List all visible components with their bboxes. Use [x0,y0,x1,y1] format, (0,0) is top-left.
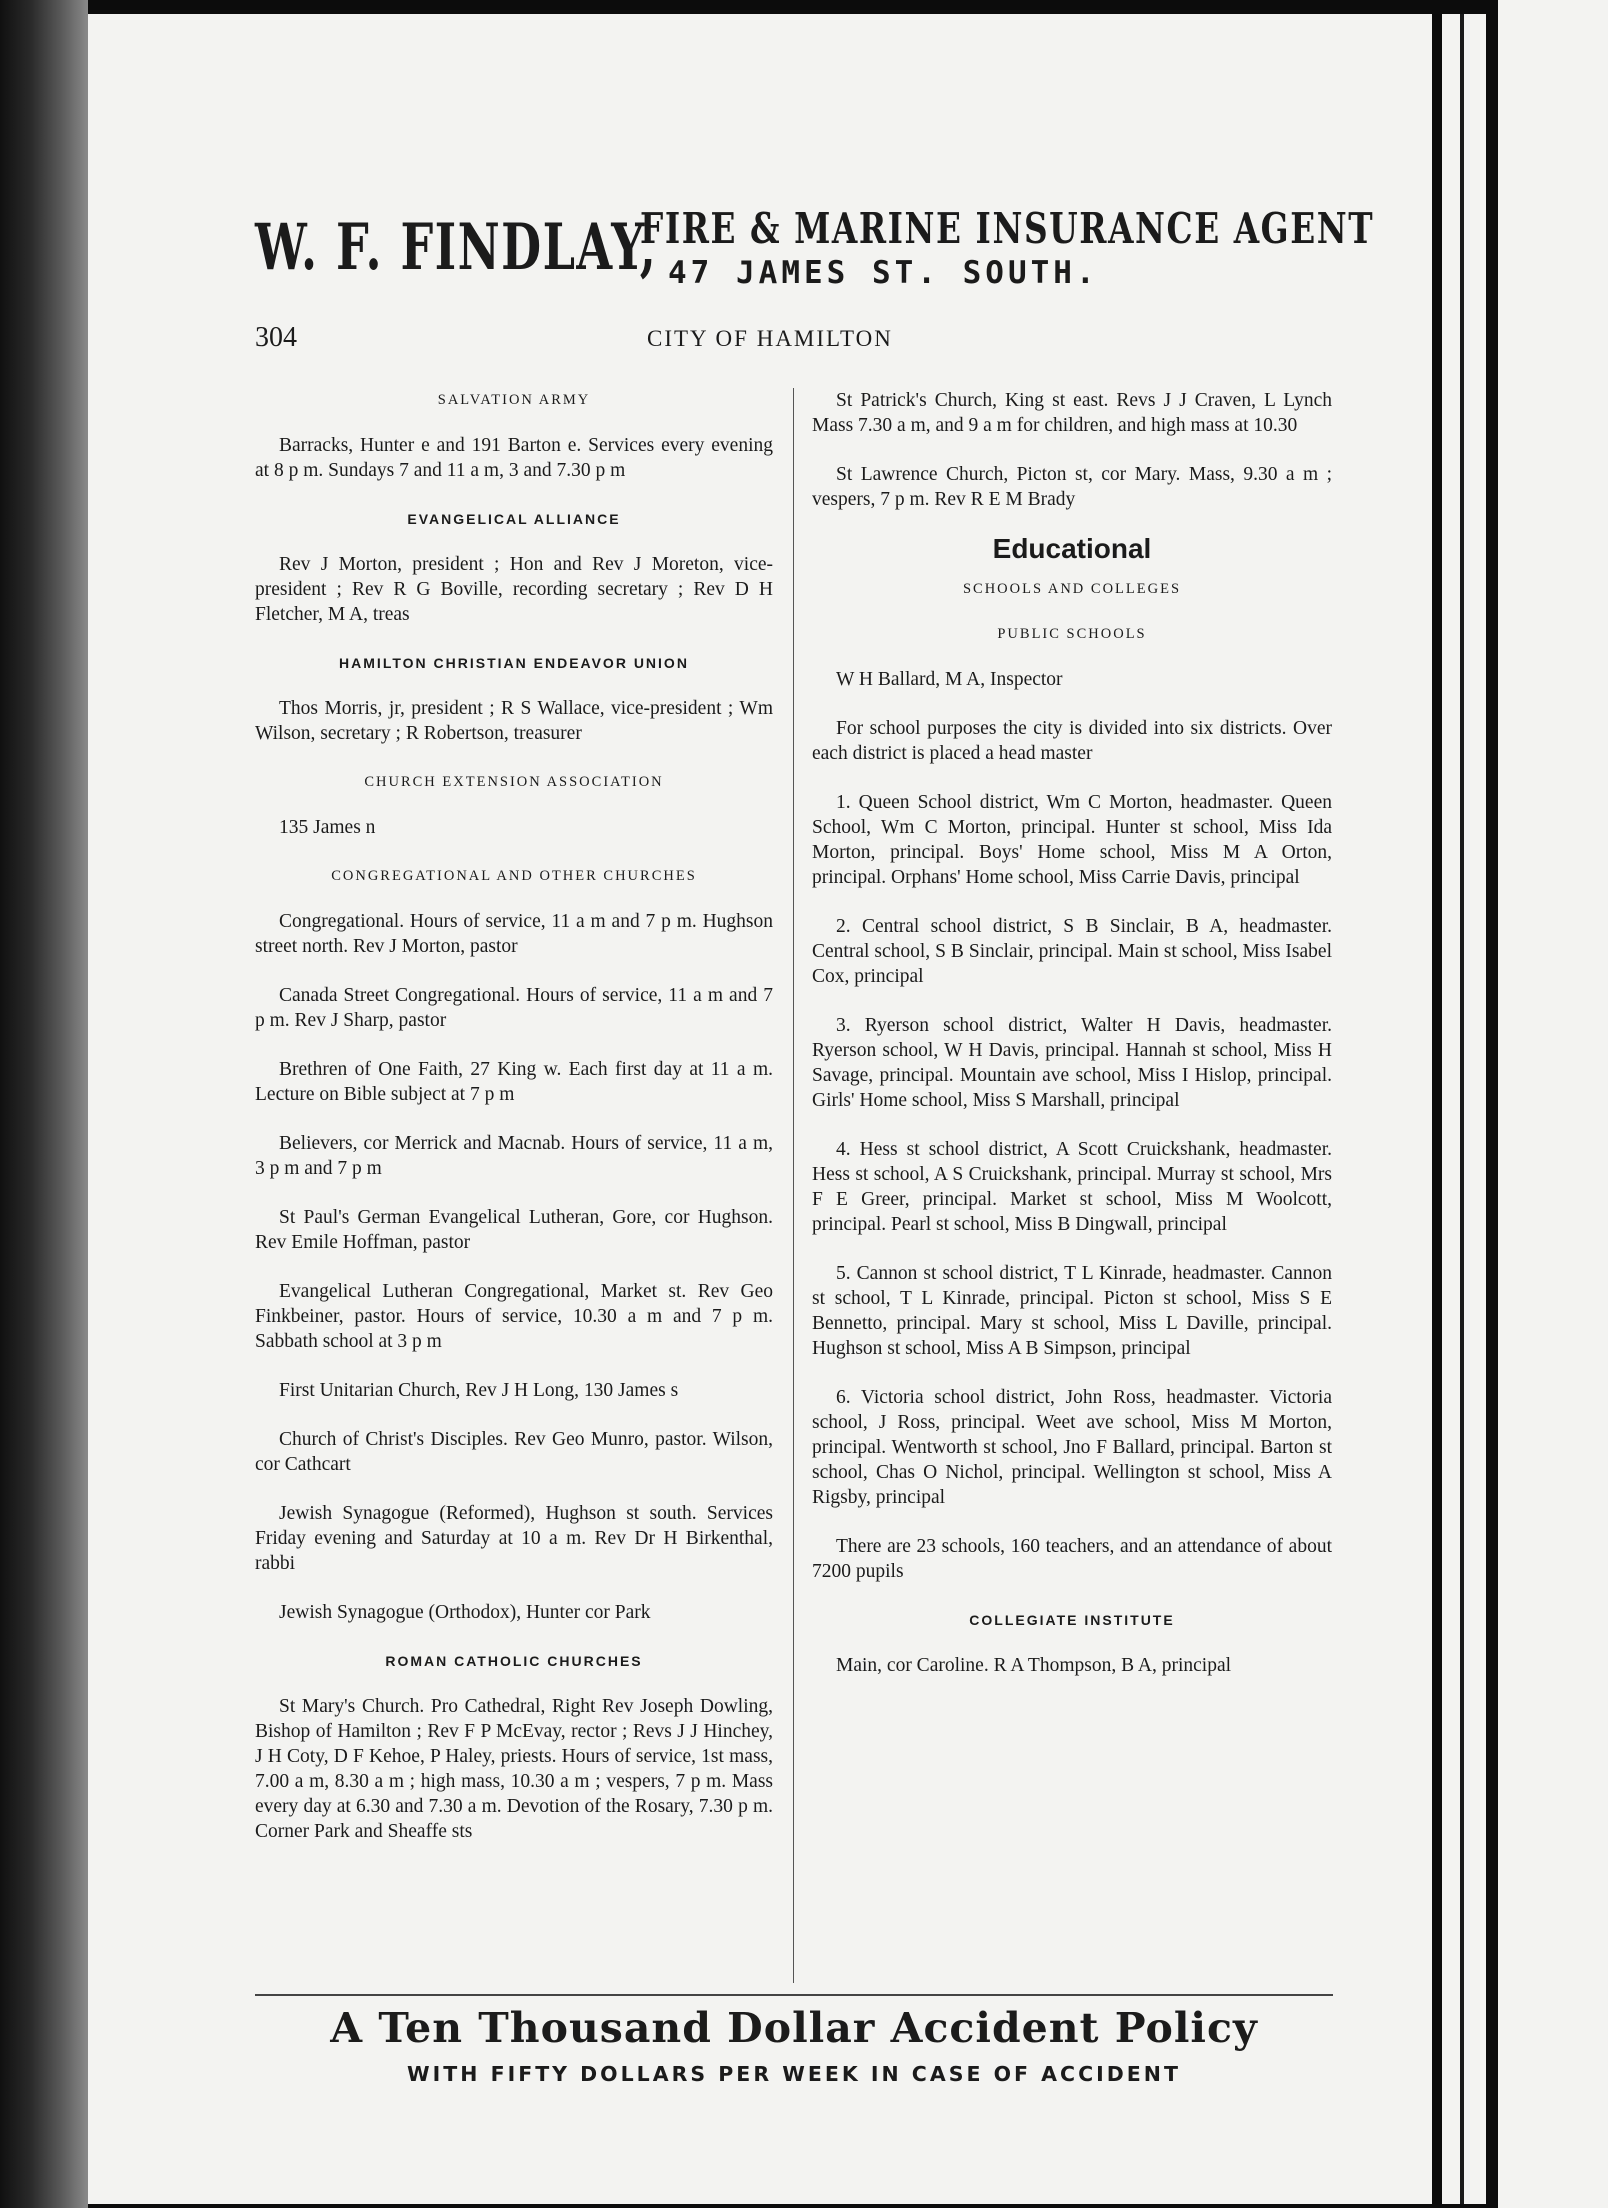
entry-paragraph: 135 James n [279,817,376,838]
section-heading: ROMAN CATHOLIC CHURCHES [385,1653,643,1669]
advertiser-name: W. F. FINDLAY, [255,209,658,285]
book-spine-edge [0,0,88,2208]
left-column [255,388,773,1868]
footer-rule [255,1994,1333,1996]
footer-ad-subline: WITH FIFTY DOLLARS PER WEEK IN CASE OF ACCIDENT [407,2062,1181,2086]
entry-paragraph: First Unitarian Church, Rev J H Long, 130 James s [279,1380,679,1401]
entry-paragraph: Jewish Synagogue (Reformed), Hughson st south. Services Friday evening and Saturday at 10 a m. Rev Dr H Birkenthal, rabbi [255,1503,773,1574]
entry-paragraph: Evangelical Lutheran Congregational, Market st. Rev Geo Finkbeiner, pastor. Hours of service, 10.30 a m and 7 p m. Sabbath school at 3 p m [255,1281,773,1352]
section-heading: SCHOOLS AND COLLEGES [962,581,1182,597]
footer-advertisement [255,2004,1333,2086]
entry-paragraph: 6. Victoria school district, John Ross, headmaster. Victoria school, J Ross, principal. Weet ave school, Miss M Morton, principal. Wentworth st school, Jno F Ballard, principal. Barton st school, Chas O Nichol, principal. Wellington st school, Miss A Rigsby, principal [812,1387,1332,1508]
major-section-title: Educational [992,533,1152,564]
entry-paragraph: There are 23 schools, 160 teachers, and an attendance of about 7200 pupils [812,1536,1332,1582]
section-heading: HAMILTON CHRISTIAN ENDEAVOR UNION [339,655,689,671]
running-head [255,322,1335,356]
entry-paragraph: 2. Central school district, S B Sinclair, B A, headmaster. Central school, S B Sinclair, principal. Main st school, Miss Isabel Cox, principal [812,916,1332,987]
entry-paragraph: Barracks, Hunter e and 191 Barton e. Services every evening at 8 p m. Sundays 7 and 11 a m, 3 and 7.30 p m [255,435,773,481]
entry-paragraph: Canada Street Congregational. Hours of service, 11 a m and 7 p m. Rev J Sharp, pastor [255,985,773,1031]
entry-paragraph: Congregational. Hours of service, 11 a m and 7 p m. Hughson street north. Rev J Morton, pastor [255,911,773,957]
column-divider [793,388,794,1983]
page-title: CITY OF HAMILTON [647,326,893,351]
section-heading: EVANGELICAL ALLIANCE [407,511,621,527]
section-heading: CHURCH EXTENSION ASSOCIATION [364,774,664,790]
entry-paragraph: Main, cor Caroline. R A Thompson, B A, principal [836,1655,1232,1676]
entry-paragraph: Jewish Synagogue (Orthodox), Hunter cor Park [279,1602,651,1623]
section-heading: COLLEGIATE INSTITUTE [969,1612,1175,1628]
entry-paragraph: Believers, cor Merrick and Macnab. Hours of service, 11 a m, 3 p m and 7 p m [255,1133,773,1179]
footer-ad-headline: A Ten Thousand Dollar Accident Policy [330,2004,1258,2052]
advertiser-business: FIRE & MARINE INSURANCE AGENT [640,203,1375,253]
page-gutter-rule-thin [1460,14,1464,2204]
right-column [812,388,1332,1702]
entry-paragraph: 5. Cannon st school district, T L Kinrade, headmaster. Cannon st school, T L Kinrade, principal. Picton st school, Miss S E Bennetto, principal. Mary st school, Miss L Daville, principal. Hughson st school, Miss A B Simpson, principal [812,1263,1332,1359]
entry-paragraph: St Mary's Church. Pro Cathedral, Right Rev Joseph Dowling, Bishop of Hamilton ; Rev F P McEvay, rector ; Revs J J Hinchey, J H Coty, D F Kehoe, P Haley, priests. Hours of service, 1st mass, 7.00 a m, 8.30 a m ; high mass, 10.30 a m ; vespers, 7 p m. Mass every day at 6.30 and 7.30 a m. Devotion of the Rosary, 7.30 p m. Corner Park and Sheaffe sts [255,1696,773,1842]
entry-paragraph: Thos Morris, jr, president ; R S Wallace, vice-president ; Wm Wilson, secretary ; R Robertson, treasurer [255,698,773,744]
entry-paragraph: St Paul's German Evangelical Lutheran, Gore, cor Hughson. Rev Emile Hoffman, pastor [255,1207,773,1253]
entry-paragraph: Church of Christ's Disciples. Rev Geo Munro, pastor. Wilson, cor Cathcart [255,1429,773,1475]
entry-paragraph: 1. Queen School district, Wm C Morton, headmaster. Queen School, Wm C Morton, principal. Hunter st school, Miss Ida Morton, principal. Boys' Home school, Miss M A Orton, principal. Orphans' Home school, Miss Carrie Davis, principal [812,792,1332,888]
entry-paragraph: Rev J Morton, president ; Hon and Rev J Moreton, vice-president ; Rev R G Boville, recording secretary ; Rev D H Fletcher, M A, treas [255,554,773,625]
page-gutter-rule [1432,14,1442,2204]
header-advertisement [255,192,1375,302]
section-heading: PUBLIC SCHOOLS [997,626,1147,642]
entry-paragraph: For school purposes the city is divided into six districts. Over each district is placed a head master [812,718,1332,764]
entry-paragraph: 4. Hess st school district, A Scott Cruickshank, headmaster. Hess st school, A S Cruickshank, principal. Murray st school, Mrs F E Greer, principal. Market st school, Miss M Woolcott, principal. Pearl st school, Miss B Dingwall, principal [812,1139,1332,1235]
entry-paragraph: St Lawrence Church, Picton st, cor Mary. Mass, 9.30 a m ; vespers, 7 p m. Rev R E M Brady [812,464,1332,510]
page-number: 304 [255,322,297,353]
section-heading: SALVATION ARMY [437,392,591,408]
entry-paragraph: 3. Ryerson school district, Walter H Davis, headmaster. Ryerson school, W H Davis, principal. Hannah st school, Miss H Savage, principal. Mountain ave school, Miss I Hislop, principal. Girls' Home school, Miss S Marshall, principal [812,1015,1332,1111]
facing-page-edge [1498,0,1608,2208]
entry-paragraph: Brethren of One Faith, 27 King w. Each first day at 11 a m. Lecture on Bible subject at 7 p m [255,1059,773,1105]
section-heading: CONGREGATIONAL AND OTHER CHURCHES [331,868,697,884]
advertiser-address: 47 JAMES ST. SOUTH. [668,254,1099,291]
entry-paragraph: W H Ballard, M A, Inspector [836,669,1063,690]
entry-paragraph: St Patrick's Church, King st east. Revs J J Craven, L Lynch Mass 7.30 a m, and 9 a m for children, and high mass at 10.30 [812,390,1332,436]
